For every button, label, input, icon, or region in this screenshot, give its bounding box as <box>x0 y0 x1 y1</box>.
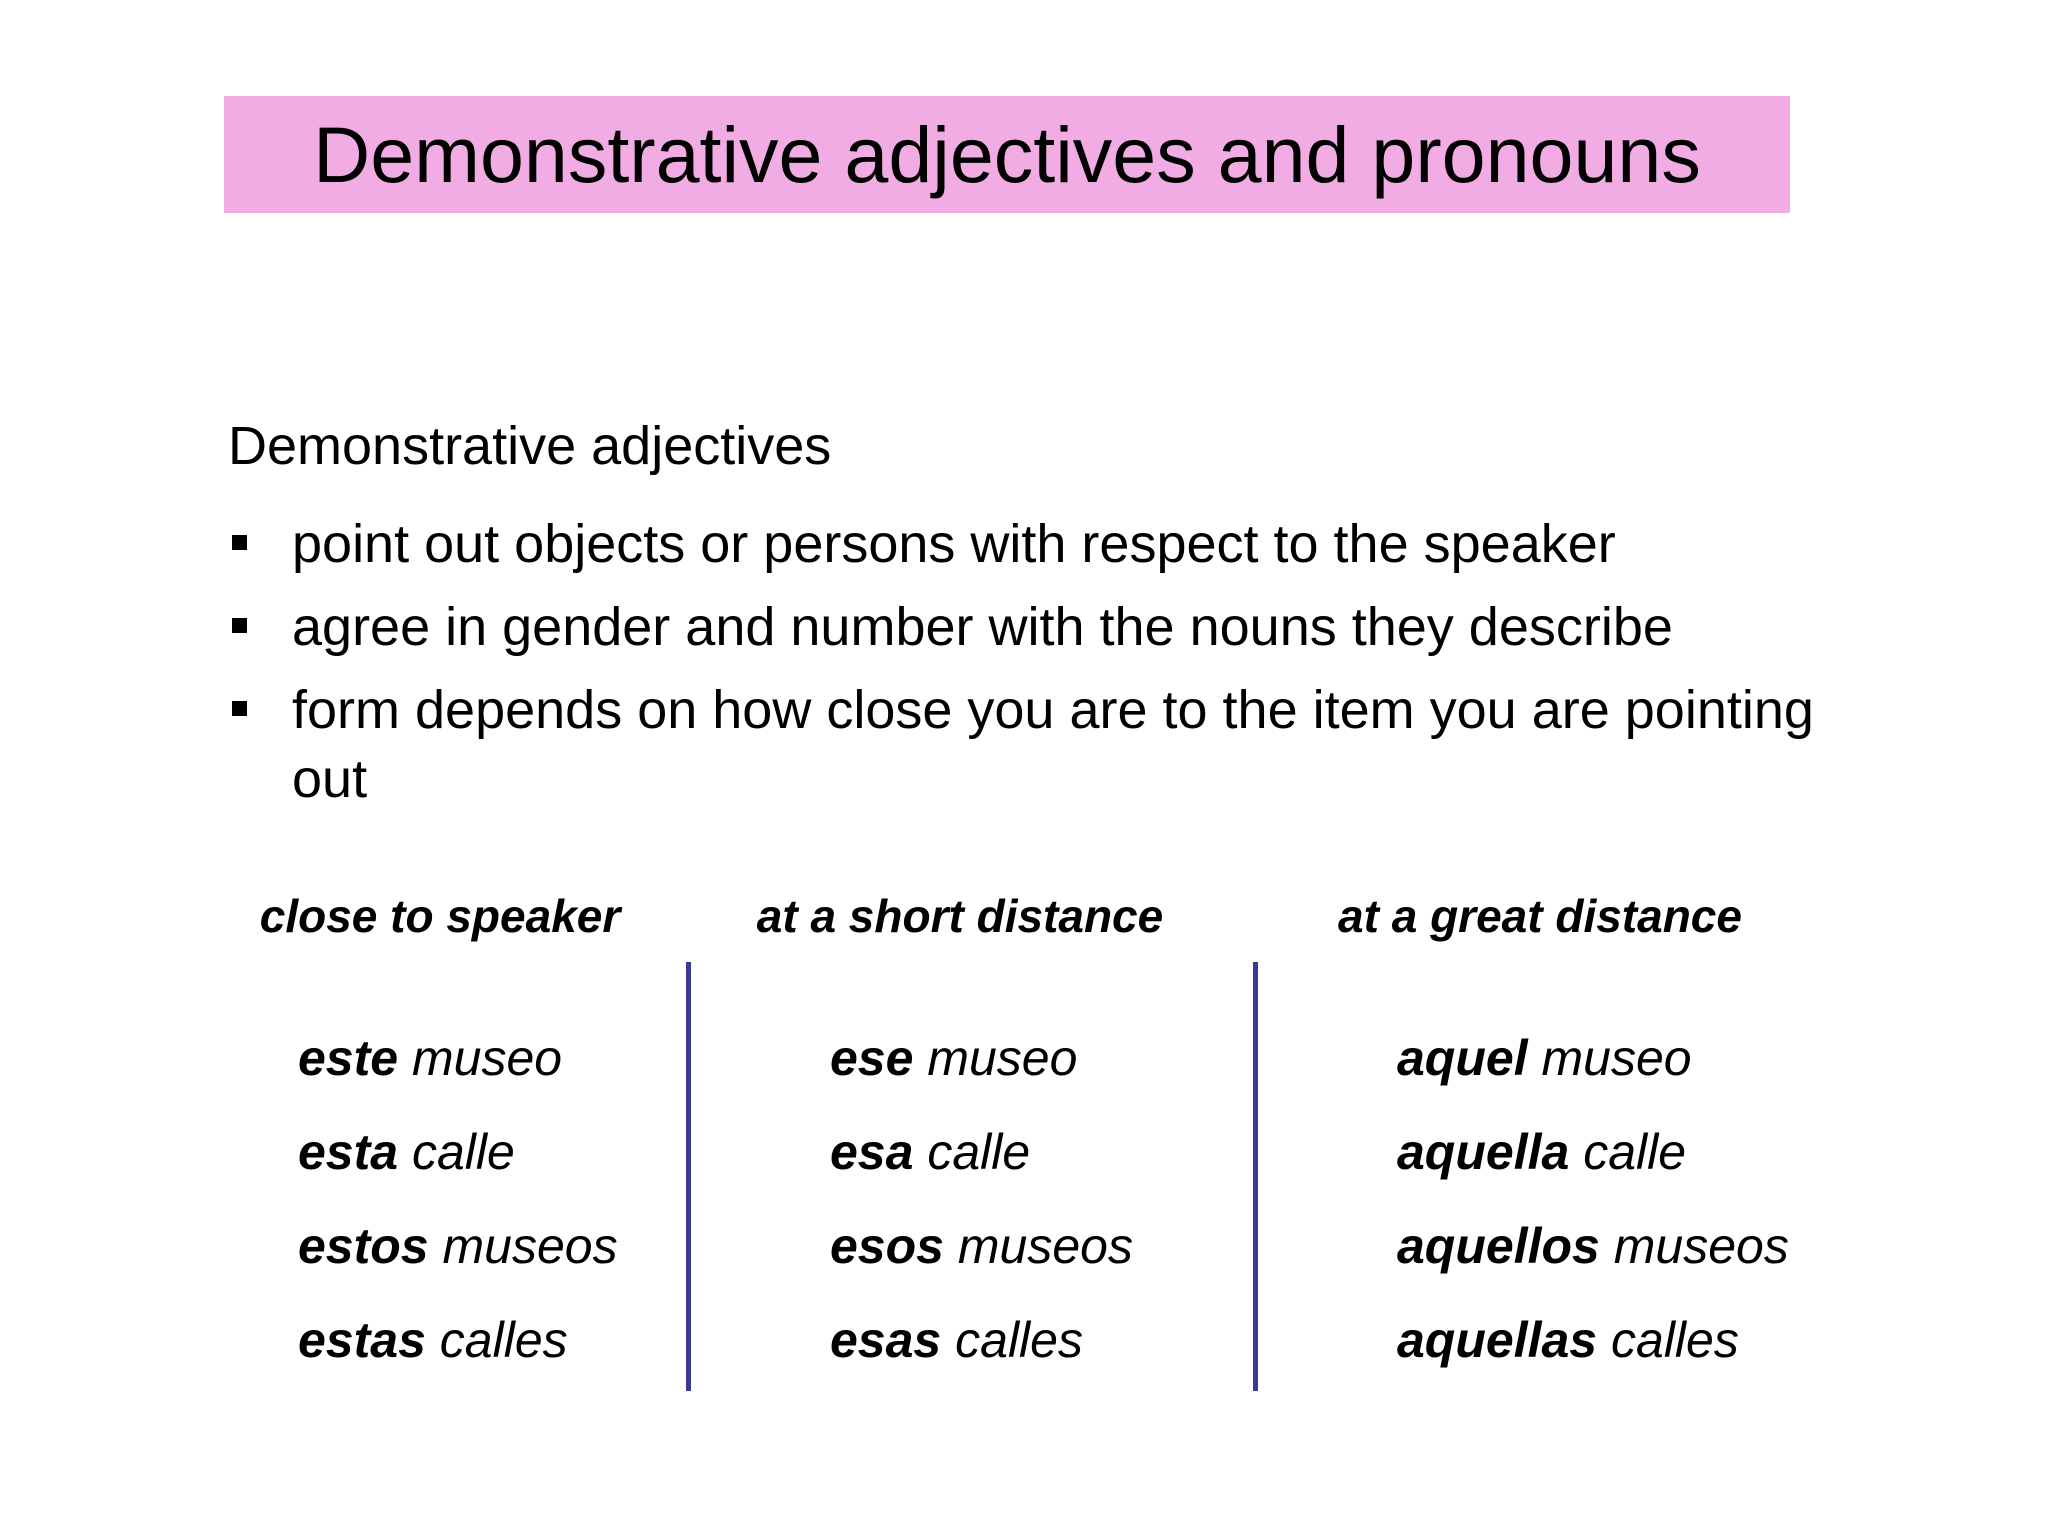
bullet-text: form depends on how close you are to the item you are pointing out <box>292 680 1814 809</box>
example-row <box>298 1211 618 1281</box>
bullet-item <box>228 510 1828 579</box>
noun-word: museo <box>927 1030 1078 1086</box>
noun-word: calle <box>411 1124 515 1180</box>
bullet-text: agree in gender and number with the nouns they describe <box>292 597 1673 657</box>
page-title: Demonstrative adjectives and pronouns <box>313 109 1701 199</box>
demonstrative-word: esas <box>830 1312 942 1368</box>
example-row <box>1397 1117 1686 1187</box>
section-heading: Demonstrative adjectives <box>228 416 832 476</box>
noun-word: calle <box>927 1124 1031 1180</box>
noun-word: museo <box>411 1030 563 1086</box>
bullet-item <box>228 676 1828 814</box>
bullet-text: point out objects or persons with respect to the speaker <box>292 514 1616 574</box>
demonstrative-word: esta <box>298 1124 399 1180</box>
noun-word: museos <box>1613 1218 1789 1274</box>
demonstrative-word: esa <box>830 1124 914 1180</box>
example-row <box>830 1117 1030 1187</box>
column-header-close: close to speaker <box>259 890 621 942</box>
demonstrative-word: este <box>298 1030 399 1086</box>
example-row <box>1397 1305 1739 1375</box>
bullet-item <box>228 593 1828 662</box>
example-row <box>830 1305 1083 1375</box>
demonstrative-word: estos <box>298 1218 429 1274</box>
noun-word: calles <box>955 1312 1083 1368</box>
square-bullet-icon <box>232 535 247 550</box>
noun-word: museos <box>442 1218 618 1274</box>
demonstrative-word: aquel <box>1397 1030 1528 1086</box>
column-header-great: at a great distance <box>1338 890 1742 942</box>
demonstrative-word: aquella <box>1397 1124 1570 1180</box>
example-row <box>298 1023 562 1093</box>
column-divider <box>1253 962 1258 1391</box>
example-row <box>1397 1211 1789 1281</box>
noun-word: museo <box>1541 1030 1692 1086</box>
noun-word: museos <box>957 1218 1133 1274</box>
example-row <box>298 1117 515 1187</box>
noun-word: calles <box>439 1312 568 1368</box>
square-bullet-icon <box>232 618 247 633</box>
demonstrative-word: ese <box>830 1030 914 1086</box>
demonstrative-word: estas <box>298 1312 426 1368</box>
demonstrative-word: aquellos <box>1397 1218 1600 1274</box>
example-row <box>830 1211 1133 1281</box>
example-row <box>830 1023 1077 1093</box>
column-divider <box>686 962 691 1391</box>
square-bullet-icon <box>232 701 247 716</box>
example-row <box>298 1305 568 1375</box>
title-banner <box>224 96 1790 213</box>
example-row <box>1397 1023 1692 1093</box>
demonstrative-word: esos <box>830 1218 944 1274</box>
demonstrative-word: aquellas <box>1397 1312 1598 1368</box>
bullet-list <box>228 510 1828 828</box>
noun-word: calle <box>1583 1124 1687 1180</box>
column-header-short: at a short distance <box>756 890 1164 942</box>
noun-word: calles <box>1611 1312 1739 1368</box>
